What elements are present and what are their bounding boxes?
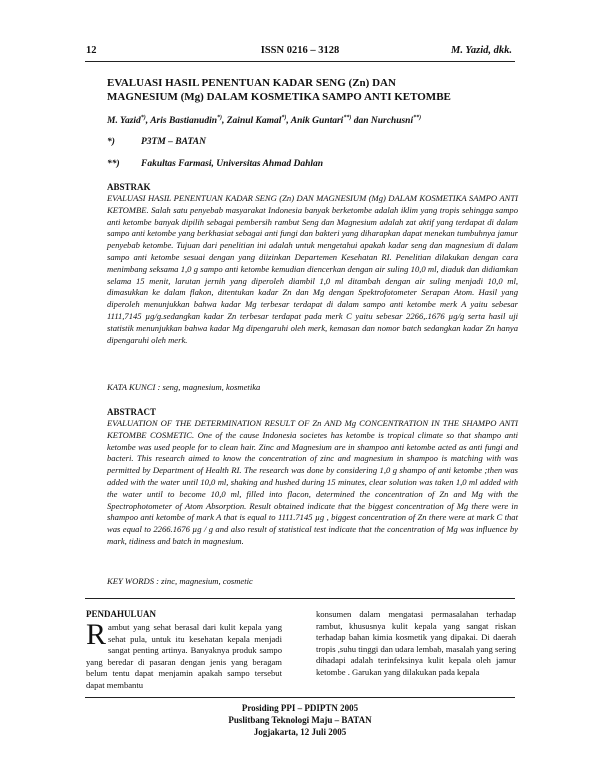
footer-institution: Puslitbang Teknologi Maju – BATAN [228,715,372,725]
affiliation-1-mark: *) [107,137,115,147]
abstract-body: EVALUATION OF THE DETERMINATION RESULT OF Zn AND Mg CONCENTRATION IN THE SHAMPO ANTI KETOMBE COSMETIC. One of the cause Indonesia societes has ketombe is tropical climate so that shampo anti ketombe was used people for to clean hair. Zinc and Magnesium are in shampoo anti ketombe acted as anti fungi and bacteri. This research aimed to know the concentration of zinc and magnesium in shampoo is matching with was permitted by Department of Health RI. The research was done by considering 1,0 g shampo of anti ketombe ;then was added with the water until 10,0 ml, shaking and hushed during 15 minutes, clear solution was taken 1,0 ml added with the water until to become 10,0 ml, filled into flacon, determined the concentration of Zn and Mg with the Spectrophotometer of Atom Absorption. Result obtained indicate that the biggest concentration of Mg there were in shampoo anti ketombe of mark A that is equal to 1111.7145 µg , biggest concentration of Zn there were at mark C that was equal to 2266.1676 µg / g and also result of statistical test indicate that the concentration of Mg was influence by mark, tidiness and batch in magnesium. [107,418,518,546]
section-rule [85,598,515,599]
footer-location-date: Jogjakarta, 12 Juli 2005 [253,727,347,737]
pendahuluan-left-text: ambut yang sehat berasal dari kulit kepala yang sehat pula, untuk itu kesehatan kepala menjadi sangat penting artinya. Banyaknya produk sampo yang beredar di pasaran dengan jenis yang beragam belum tentu dapat menjamin apakah sampo tersebut dapat membantu [86,622,282,690]
pendahuluan-right-column: konsumen dalam mengatasi permasalahan terhadap rambut, khususnya kulit kepala yang sangat riskan terhadap bahan kimia kosmetik yang dipakai. Di daerah tropis ,suhu tinggi dan udara lembab, masalah yang sering dihadapi adalah terinfeksinya kulit kepala oleh jamur ketombe . Garukan yang dilakukan pada kepala [316,609,516,677]
affiliation-2 [107,159,323,169]
author-1: M. Yazid [107,116,141,127]
author-3: , Zainul Kamal [222,116,282,127]
footer-proceedings: Prosiding PPI – PDIPTN 2005 [241,703,359,713]
author-2-mark: *) [217,115,222,121]
author-2: , Aris Bastianudin [145,116,217,127]
abstrak-body: EVALUASI HASIL PENENTUAN KADAR SENG (Zn) DAN MAGNESIUM (Mg) DALAM KOSMETIKA SAMPO ANTI KETOMBE. Salah satu penyebab masyarakat Indonesia banyak berketombe adalah iklim yang tropis sehingga sampo anti ketombe banyak dipilih sebagai pembersih rambut Seng dan Magnesium adalah zat aktif yang terdapat di dalam sampo anti ketombe yang berkhasiat sebagai anti fungi dan bakteri yang diharapkan dapat menekan tumbuhnya jamur penyebab ketombe. Tujuan dari penelitian ini adalah untuk mengetahui apakah kadar seng dan magnesium di dalam sampo anti ketombe sesuai dengan yang diizinkan Departemen Kesehatan RI. Penelitian dilakukan dengan cara menimbang seksama 1,0 g sampo anti ketombe kemudian diencerkan dengan air suling 10,0 ml, diaduk dan didiamkan selama 15 menit, larutan jernih yang diperoleh diambil 1,0 ml ditambah dengan air suling menjadi 10,0 ml, dimasukkan ke dalam flakon, ditentukan kadar Zn dan Mg dengan Spektrofotometer Serapan Atom. Hasil yang diperoleh menunjukkan bahwa kadar Mg terbesar terdapat di dalam sampo anti ketombe merk A yaitu sebesar 1111,7145 µg/g.sedangkan kadar Zn terbesar terdapat pada merk C yaitu sebesar 2266,.1676 µg/g serta hasil uji statistik menunjukkan bahwa kadar Mg dipengaruhi oleh merk, kemasan dan nomor batch sedangkan kadar Zn hanya dipengaruhi oleh merk. [107,193,518,345]
author-5: dan Nurchusni [351,116,414,127]
author-4: , Anik Guntari [286,116,344,127]
header-rule [85,61,515,62]
author-4-mark: **) [343,115,352,121]
affiliation-1 [107,137,206,147]
title-line-2: MAGNESIUM (Mg) DALAM KOSMETIKA SAMPO ANTI KETOMBE [107,91,451,103]
page-number: 12 [86,45,97,56]
abstrak-heading: ABSTRAK [107,182,151,192]
running-author: M. Yazid, dkk. [451,45,512,56]
author-3-mark: *) [281,115,287,121]
affiliation-2-mark: **) [107,159,120,169]
pendahuluan-heading: PENDAHULUAN [86,609,157,619]
affiliation-2-name: Fakultas Farmasi, Universitas Ahmad Dahlan [141,159,324,169]
issn-label: ISSN 0216 – 3128 [260,45,340,56]
kata-kunci: KATA KUNCI : seng, magnesium, kosmetika [107,382,261,392]
title-line-1: EVALUASI HASIL PENENTUAN KADAR SENG (Zn) DAN [107,77,396,89]
dropcap-letter: R [86,618,107,651]
footer-rule [85,697,515,698]
author-5-mark: **) [413,115,422,121]
author-list [107,115,421,126]
paper-title [107,76,517,104]
key-words: KEY WORDS : zinc, magnesium, cosmetic [107,576,253,586]
abstract-heading: ABSTRACT [107,407,157,417]
affiliation-1-name: P3TM – BATAN [141,137,206,147]
author-1-mark: *) [140,115,146,121]
pendahuluan-left-column [86,618,282,692]
